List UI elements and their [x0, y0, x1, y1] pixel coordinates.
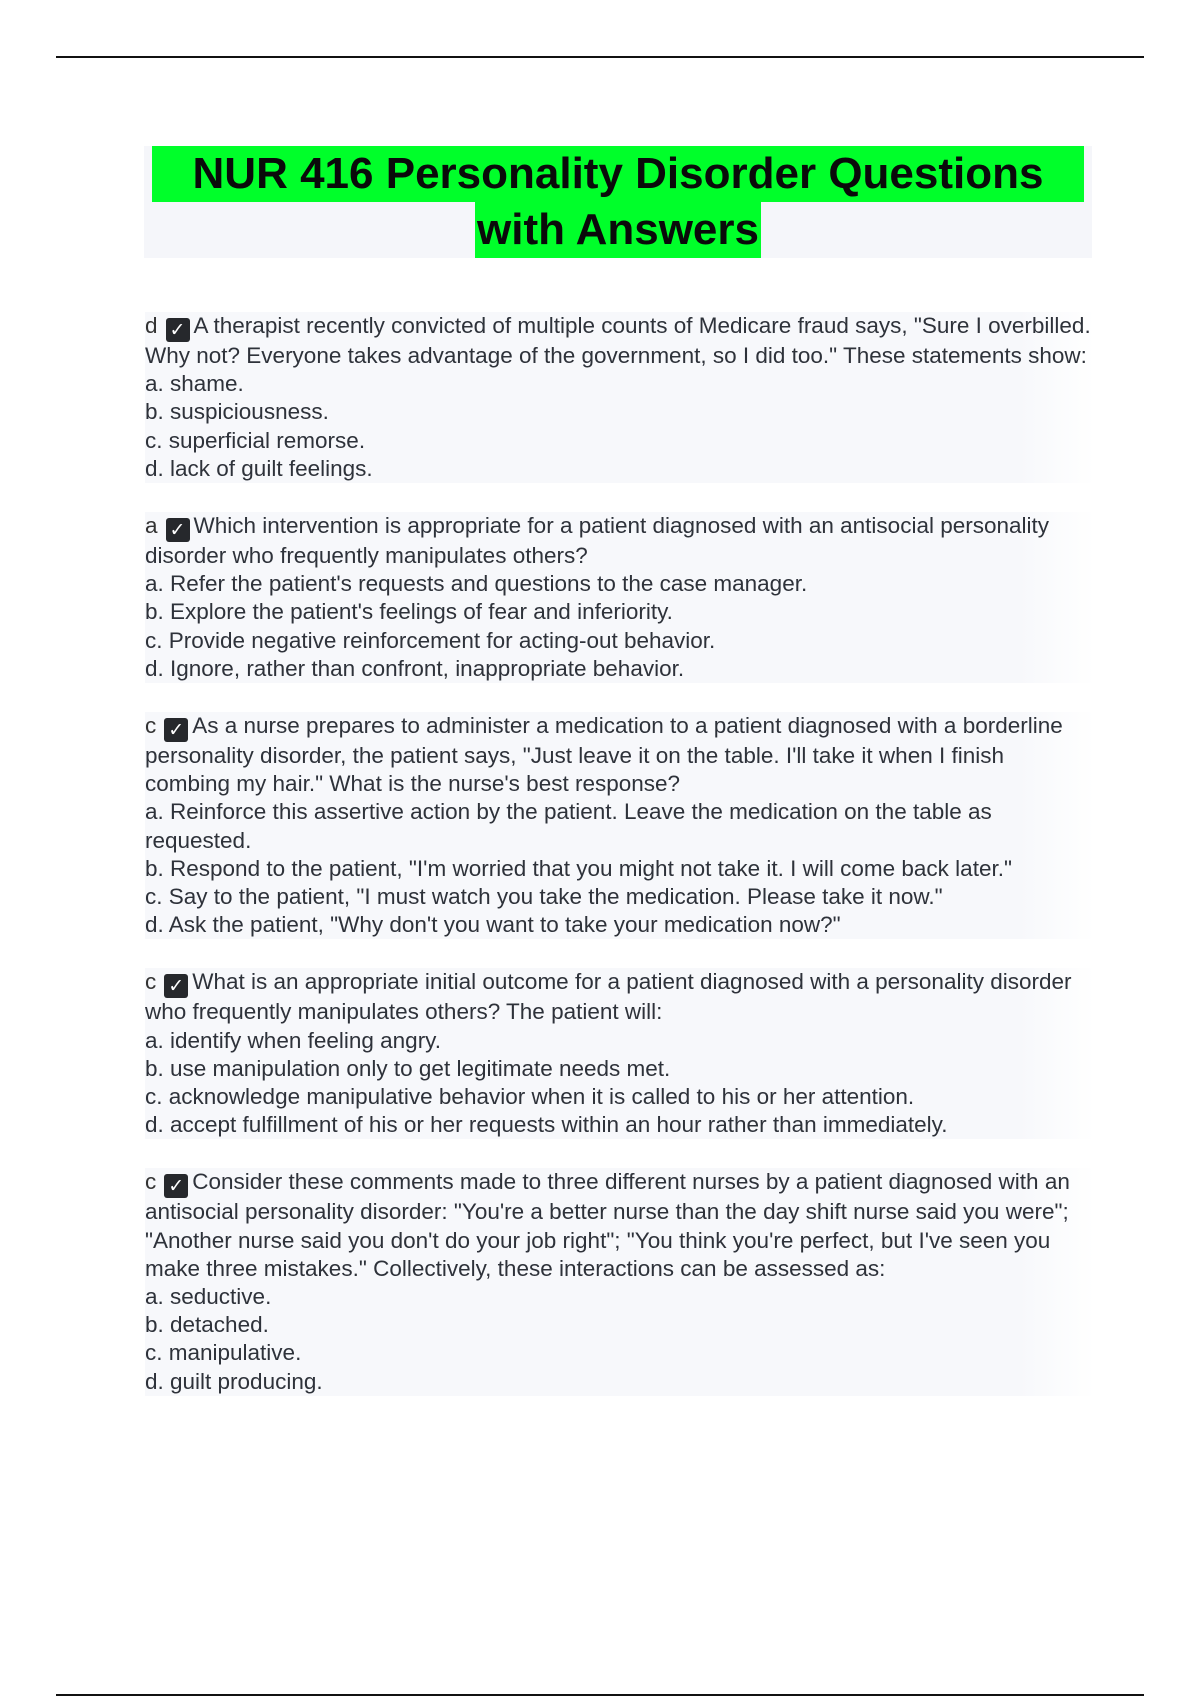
check-icon: ✓ — [164, 718, 188, 742]
question-text: Consider these comments made to three different nurses by a patient diagnosed with an antisocial personality disorder: "You're a better nurse than the day shift nurse said you were"; "Another nurse said you don't do your job right"; "You think you're perfect, but I've seen you make three mistakes." Collectively, these interactions can be assessed as: — [145, 1169, 1070, 1281]
answer-letter: c — [145, 713, 157, 739]
answer-option: d. lack of guilt feelings. — [145, 455, 373, 481]
check-icon: ✓ — [166, 318, 190, 342]
answer-option: d. guilt producing. — [145, 1368, 323, 1394]
question-text: Which intervention is appropriate for a patient diagnosed with an antisocial personality disorder who frequently manipulates others? — [145, 513, 1050, 569]
answer-letter: a — [145, 513, 158, 539]
question-text: As a nurse prepares to administer a medication to a patient diagnosed with a borderline personality disorder, the patient says, "Just leave it on the table. I'll take it when I finish combing my hair." What is the nurse's best response? — [145, 713, 1063, 797]
check-icon: ✓ — [164, 1174, 188, 1198]
answer-letter: d — [145, 313, 158, 338]
document-title — [144, 146, 1092, 258]
question-block — [145, 512, 1095, 683]
answer-option: b. use manipulation only to get legitimate needs met. — [145, 1055, 671, 1081]
answer-option: c. Provide negative reinforcement for acting-out behavior. — [145, 627, 716, 653]
answer-option: b. Respond to the patient, "I'm worried that you might not take it. I will come back later." — [145, 855, 1012, 881]
answer-option: c. acknowledge manipulative behavior when it is called to his or her attention. — [145, 1084, 915, 1110]
question-list — [145, 312, 1095, 1425]
answer-option: d. Ask the patient, "Why don't you want to take your medication now?" — [145, 912, 841, 938]
check-icon: ✓ — [164, 974, 188, 998]
question-text: A therapist recently convicted of multiple counts of Medicare fraud says, "Sure I overbilled. Why not? Everyone takes advantage of the government, so I did too." These statements show: — [145, 313, 1091, 368]
question-block — [145, 712, 1095, 939]
bottom-rule — [56, 1694, 1144, 1696]
answer-option: b. suspiciousness. — [145, 399, 329, 425]
question-block — [145, 1168, 1095, 1395]
answer-option: d. accept fulfillment of his or her requests within an hour rather than immediately. — [145, 1112, 948, 1138]
answer-option: a. identify when feeling angry. — [145, 1027, 442, 1053]
answer-option: b. Explore the patient's feelings of fear and inferiority. — [145, 599, 673, 625]
title-line-2: with Answers — [475, 202, 761, 258]
answer-letter: c — [145, 1169, 157, 1195]
answer-option: d. Ignore, rather than confront, inappropriate behavior. — [145, 655, 685, 681]
answer-option: a. seductive. — [145, 1284, 272, 1310]
answer-option: b. detached. — [145, 1312, 269, 1338]
answer-option: a. shame. — [145, 371, 244, 397]
title-line-1: NUR 416 Personality Disorder Questions — [152, 146, 1084, 202]
check-icon: ✓ — [166, 518, 190, 542]
answer-option: a. Refer the patient's requests and questions to the case manager. — [145, 571, 808, 597]
top-rule — [56, 56, 1144, 58]
question-text: What is an appropriate initial outcome for a patient diagnosed with a personality disorder who frequently manipulates others? The patient will: — [145, 969, 1072, 1025]
question-block — [145, 968, 1095, 1139]
answer-option: a. Reinforce this assertive action by the patient. Leave the medication on the table as requested. — [145, 799, 992, 853]
question-block — [145, 312, 1095, 483]
answer-letter: c — [145, 969, 157, 995]
answer-option: c. Say to the patient, "I must watch you take the medication. Please take it now." — [145, 884, 943, 910]
answer-option: c. manipulative. — [145, 1340, 302, 1366]
answer-option: c. superficial remorse. — [145, 427, 366, 453]
